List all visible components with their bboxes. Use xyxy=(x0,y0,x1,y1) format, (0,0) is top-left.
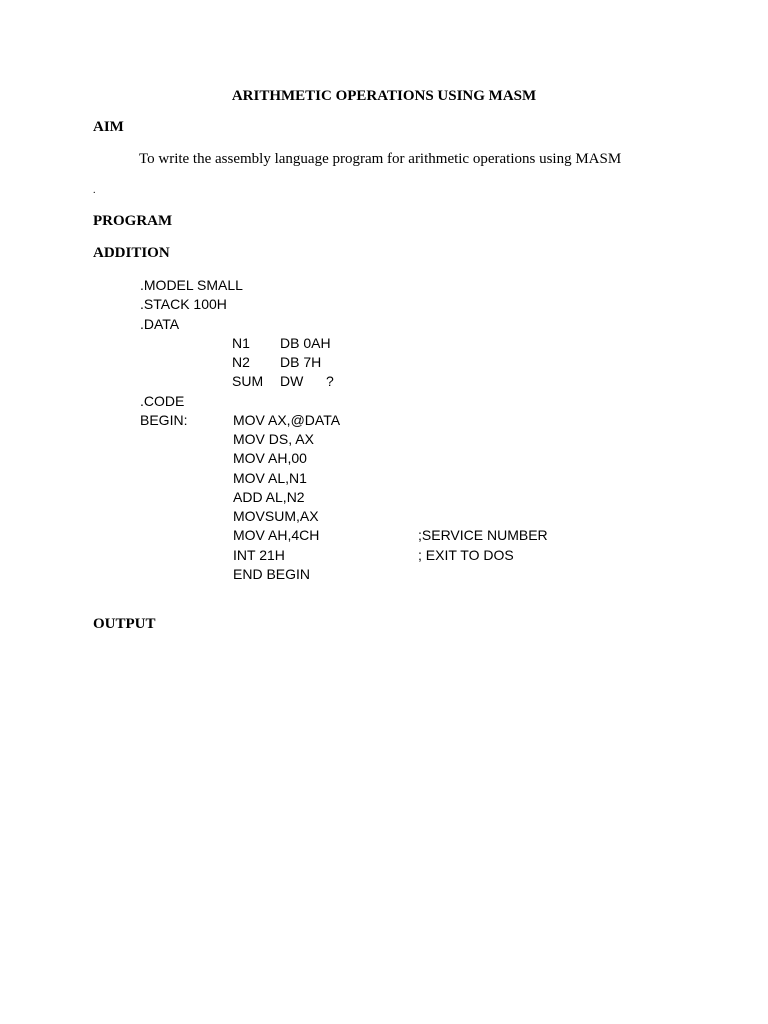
code-instruction: MOV DS, AX xyxy=(233,431,314,447)
code-instruction: MOV AX,@DATA xyxy=(233,412,341,428)
data-var-type: DB 7H xyxy=(280,354,322,370)
code-instruction: MOV AL,N1 xyxy=(233,470,307,486)
aim-text: To write the assembly language program for arithmetic operations using MASM xyxy=(139,151,622,167)
output-heading: OUTPUT xyxy=(93,616,156,632)
code-comment: ; EXIT TO DOS xyxy=(418,547,514,563)
code-instruction: END BEGIN xyxy=(233,566,311,582)
data-var-type: DW xyxy=(280,373,304,389)
data-var-value: ? xyxy=(326,373,334,389)
data-var-type: DB 0AH xyxy=(280,335,331,351)
aim-heading: AIM xyxy=(93,119,124,135)
data-var-name: SUM xyxy=(232,373,264,389)
code-instruction: MOV AH,00 xyxy=(233,450,307,466)
data-var-name: N1 xyxy=(232,335,250,351)
code-instruction: MOV AH,4CH xyxy=(233,527,320,543)
addition-heading: ADDITION xyxy=(93,245,170,261)
code-instruction: INT 21H xyxy=(233,547,285,563)
stray-mark: . xyxy=(93,185,96,196)
code-data-directive: .DATA xyxy=(140,316,180,332)
code-instruction: MOVSUM,AX xyxy=(233,508,319,524)
document-title: ARITHMETIC OPERATIONS USING MASM xyxy=(231,88,537,104)
program-heading: PROGRAM xyxy=(93,213,173,229)
data-var-name: N2 xyxy=(232,354,250,370)
code-instruction: ADD AL,N2 xyxy=(233,489,305,505)
code-code-directive: .CODE xyxy=(140,393,185,409)
code-comment: ;SERVICE NUMBER xyxy=(418,527,548,543)
code-model-line: .MODEL SMALL xyxy=(140,277,243,293)
code-begin-label: BEGIN: xyxy=(140,412,188,428)
code-stack-line: .STACK 100H xyxy=(140,296,227,312)
